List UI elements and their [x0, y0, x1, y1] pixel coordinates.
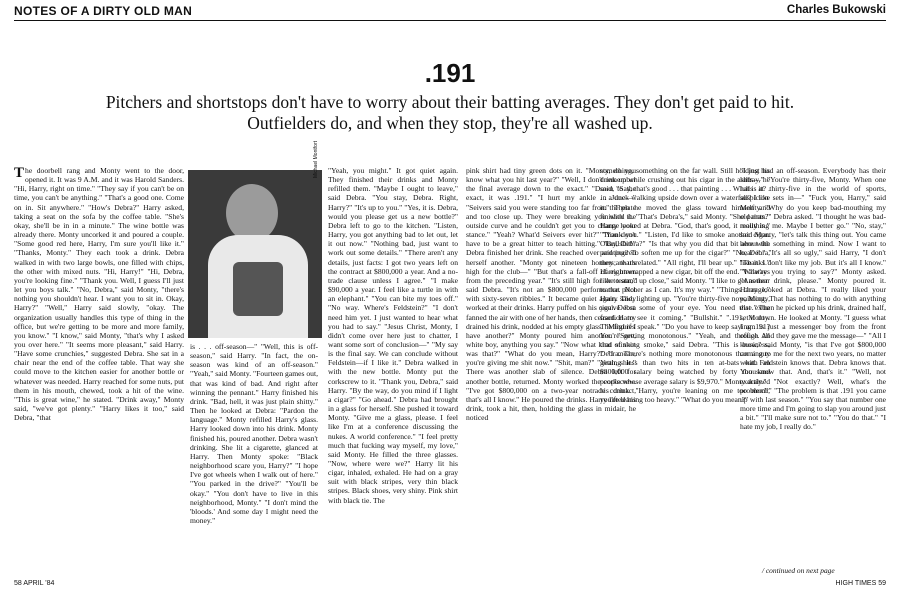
column-3: "Yeah, you might." It got quiet again. They finished their drinks and Monty refilled them. "Maybe I ought to leave," said Debra. "You stay, Debra. Right, Harry?" "It's up to you." "Yes, it is. Debra, would you please get us a new bottle?" Debra left to go to the kitchen. "Listen, Harry, you got anything bad to let out, let it out now." "Nothing bad, just want to work out some details." "There aren't any details, just facts: I got two years left on the contract at $800,000 a year. And a no-trade clause unless I agree." "I make $90,000 a year. I feel like a turtle in with an elephant." "You can bite my toes off." "No way. Where's Feldstein?" "I don't need him yet. I just wanted to hear what you had to say." "Jesus Christ, Monty, I didn't come over here just to chatter, I want some sort of conclusion—" "My say is the final say. We can conclude without Feldstein—if I like it." Debra walked in with the new bottle. Monty put the corkscrew to it. "Thank you, Debra," said Harry. "By the way, do you mind if I light a cigar?" "Go ahead." Debra had brought in a glass for herself. She pushed it toward Monty. "Give me a glass, please. I feel like I'm at a conference discussing the nukes. A world conference." "I feel pretty much that fucking way myself, my love," said Monty. He filled the three glasses. "Now, where were we?" Harry lit his cigar, inhaled, exhaled. He had on a gray suit with black stripes, very thin black stripes. Black shoes, very shiny. Pink shirt with black tie. The — [328, 166, 458, 505]
photo-head — [226, 184, 278, 242]
photo-shirt-print — [233, 262, 283, 316]
section-title: NOTES OF A DIRTY OLD MAN — [14, 4, 193, 18]
drop-cap: T — [14, 165, 25, 181]
column-1-text: he doorbell rang and Monty went to the door, opened it. It was 9 A.M. and it was Harold Sanders. "Hi, Harry, right on time." "They say if you can't be on time, you can't be anything." "That's a good one. Come on in. Sit anywhere." "How's Debra?" Harry asked, taking a seat on the sofa by the coffee table. "She's okay, she'll be in in a minute." The wine bottle was already there. Monty uncorked it and poured a couple. "Some good red here, Harry, I'm sure you'll like it." "Thanks, Monty." They each took a drink. Debra walked in with two large bowls, one filled with chips, the other with mixed nuts. "Hi, Harry!" "Hi, Debra, you're looking fine." "Thank you. Well, I guess I'll just let you boys talk." "No, Debra," said Monty, "there's nothing you shouldn't hear. I want you to sit in. Okay, Harry?" "Well," Harry said slowly, "okay. The organization usually handles this type of thing in the office, but we're getting to be more and more family, you know." "I know," said Monty, "that's why I asked you over here." "It seems more pleasant," said Harry. "Have some crunchies," suggested Debra. She sat in a chair near the end of the coffee table. That way she could move to the kitchen easier for another bottle or whatever was needed. Harry reached for some nuts, put them in his mouth, chewed, took a hit of the wine. "This is great wine," he stated. "Drink away," Monty said, "we've got plenty." "Harry likes it too," said Debra, "that — [14, 166, 184, 423]
author-name: Charles Bukowski — [786, 4, 886, 16]
continued-note: / continued on next page — [762, 566, 835, 575]
author-photo — [188, 170, 322, 338]
footer-left: 58 APRIL '84 — [14, 580, 55, 587]
column-2: is . . . off-season—" "Well, this is off-season," said Harry. "In fact, the on-season was kind of an off-season." "Yeah," said Monty. "Fourteen games out, that was kind of bad. And right after winning the pennant." Harry finished his drink. "Bad, hell, it was just plain shitty." Then he looked at Debra: "Pardon the language." Monty refilled Harry's glass. Harry looked down into his drink. Monty finished his, poured another. Debra wasn't drinking. She lit a cigarette, glanced at Harry. Then Monty spoke: "Black neighborhood scare you, Harry?" "I hope I've got wheels when I walk out of here." "You parked in the drive?" "You'll be okay." "You don't have to live in this neighborhood, Monty." "I don't mind the 'bloods.' And some day I might need the money." — [190, 342, 318, 525]
page-footer — [14, 580, 886, 592]
footer-right: HIGH TIMES 59 — [835, 580, 886, 587]
article-deck: Pitchers and shortstops don't have to worry about their batting averages. They don't get paid to hit. Outfielders do, and when they stop, they're all washed up. — [105, 92, 795, 133]
column-1 — [14, 166, 184, 422]
column-4: pink shirt had tiny green dots on it. "Monty, do you know what you hit last year?" "Well, I don't remember the final average down to the exact." "Down to the exact, it was .191." "I hurt my ankle in June—" "Seivers said you were standing too far from the plate and too close up. They were breaking you with the outside curve and he couldn't get you to change your stance." "Yeah? What'd Seivers ever hit?" "You don't have to be a great hitter to teach hitting." "Bullshit!" Debra finished her drink. She reached over and poured herself another. "Monty got nineteen homers; that's high for the club—" "But that's a fall-off of eighteen from the preceding year." "It's still high for the team," said Debra. "It's not an $800,000 performance. Not with sixty-seven ribbies." It became quiet again. They worked at their drinks. Harry puffed on his cigar. Debra fanned the air with one of her hands, then ceased. Harry drained his drink, nodded at his empty glass. "Mind if I have another?" Monty poured him another. "Sure, white boy, anything you say." "Now what kind of shot was that?" "What do you mean, Harry?" "I mean, you're giving me shit now." "Shit, man?" "Yeah, shit." There was another slab of silence. Debra left for another bottle, returned. Monty worked the corkscrew. "I've got $800,000 on a two-year notrade contract, that's all I know." He poured the drinks. Harry lifted his drink, took a hit, then, holding the glass in midair, he noticed — [466, 166, 636, 423]
page-header — [14, 4, 886, 21]
article-title: .191 — [424, 58, 476, 88]
column-5: something, something on the far wall. Still holding his drink up while crushing out his cigar in the ashtray, he said, "Say, that's good . . . that painting . . . What is it? . . . a duck walking upside down over a waterfall? I like it." Then he moved the glass toward himself and finished it. "That's Debra's," said Monty. "She paints." Harry looked at Debra. "God, that's good, it really is." "Thank you." "Listen, I'd like to smoke another cigar. Okay, Debra?" "Is that why you did that bit about the painting? To soften me up for the cigar?" "No, Debra, they are unrelated." "All right, I'll bear up." "Thanks." Harry unwrapped a new cigar, bit off the end. "I always like to stand up close," said Monty. "I like to get as near to that pitcher as I can. It's my way." "Things change," Harry said, lighting up. "You're thirty-five now, Monty, you've lost some of your eye. You need that extra fraction to see it coming." "Bullshit." ".191, Monty. The figures speak." "Do you have to keep saying .191? You're getting monotonous." "Yeah, and through all that stinking smoke," said Debra. "This is business, Debra. There's nothing more monotonous than a guy getting less than two hits in ten at-bats with an $800,000 salary being watched by forty thousand people whose average salary is $9,970." Monty drained his drink. "Harry, you're leaning on me too much, you're leaning too heavy." "What do you mean?" — [600, 166, 770, 404]
column-6: "I just had an off-season. Everybody has their lulls—" "You're thirty-five, Monty. When one lulls at thirty-five in the world of sports, suspicion sets in—" "Fuck you, Harry," said Monty. "Why do you keep bad-mouthing my old man?" Debra asked. "I thought he was bad-mouthing me. Maybe I better go." "No, stay," said Monty, "let's talk this thing out. You came here with something in mind. Now I want to hear it." "It's all so ugly," said Harry, "I don't like it. I don't like my job. But it's all I know." "What're you trying to say?" Monty asked. "Another drink, please." Monty poured it. Harry looked at Debra. "I really liked your painting. That has nothing to do with anything else." Then he picked up his drink, drained half, set it down. He looked at Monty. "I guess what I am is just a messenger boy from the front office. And they gave me the message—" "All I know," said Monty, "is that I've got $800,000 coming to me for the next two years, no matter what. Feldstein knows that. Debra knows that. You know that. And, that's it." "Well, not exactly." "Not exactly? Well, what's the problem?" "The problem is that .191 you came up with last season." "You say that number one more time and I'm going to slap you around just a bit." "I'll make sure not to." "You do that." "I hate my job, I really do." — [740, 166, 886, 432]
photo-credit: Michael Montfort — [313, 141, 319, 178]
